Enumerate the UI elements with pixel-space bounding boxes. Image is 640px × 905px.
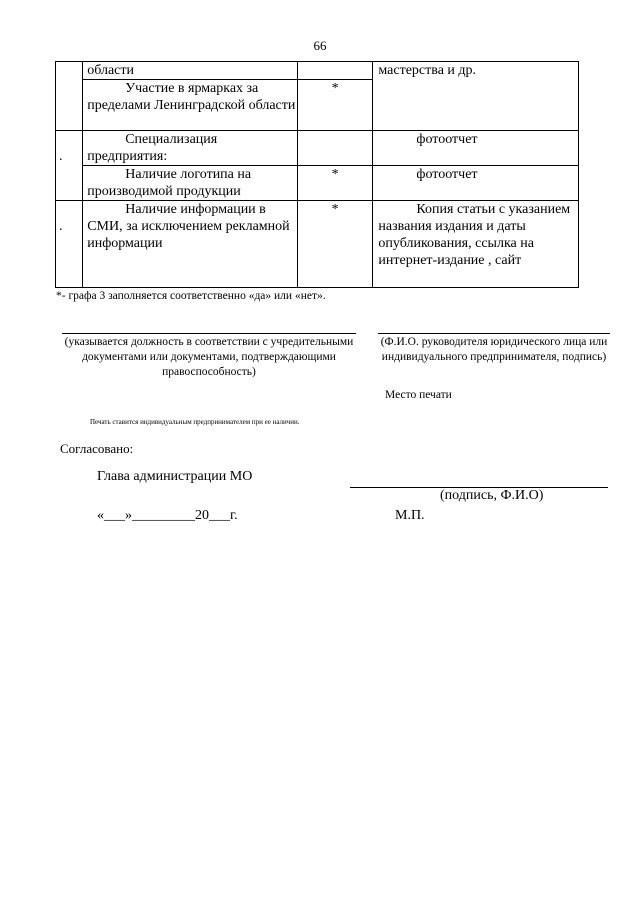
position-signature-line (62, 333, 356, 334)
table-cell-number: . (56, 131, 83, 201)
stamp-note: Печать ставится индивидуальным предпринимателем при ее наличии. (90, 418, 300, 426)
table-cell-number (56, 62, 83, 131)
table-cell-mark (297, 131, 373, 166)
table-cell-mark: * (297, 80, 373, 131)
table-row (56, 62, 579, 80)
footnote: *- графа 3 заполняется соответственно «да» или «нет». (56, 290, 326, 302)
name-signature-line (378, 333, 610, 334)
table-cell-mark: * (297, 166, 373, 201)
approval-date-line: «___»_________20___г. (97, 508, 238, 523)
approval-stamp-mark: М.П. (395, 508, 425, 523)
criteria-table (55, 61, 579, 288)
table-cell-confirmation: мастерства и др. (373, 62, 579, 131)
stamp-place-label: Место печати (385, 389, 452, 401)
table-row (56, 166, 579, 201)
table-cell-criterion: Участие в ярмарках за пределами Ленинградской области (83, 80, 298, 131)
table-cell-number: . (56, 201, 83, 288)
table-cell-mark (297, 62, 373, 80)
table-cell-criterion: области (83, 62, 298, 80)
table-cell-criterion: Наличие информации в СМИ, за исключением рекламной информации (83, 201, 298, 288)
table-cell-confirmation: Копия статьи с указанием названия издания и даты опубликования, ссылка на интернет-издание , сайт (373, 201, 579, 288)
table-cell-criterion: Специализация предприятия: (83, 131, 298, 166)
approval-label: Согласовано: (60, 441, 134, 456)
name-caption: (Ф.И.О. руководителя юридического лица или индивидуального предпринимателя, подпись) (380, 336, 608, 363)
position-caption: (указывается должность в соответствии с учредительными документами или документами, подтверждающими правоспособность) (64, 336, 354, 378)
table-cell-criterion: Наличие логотипа на производимой продукции (83, 166, 298, 201)
table-cell-confirmation: фотоотчет (373, 131, 579, 166)
approval-head-title: Глава администрации МО (97, 469, 253, 484)
approval-sign-caption: (подпись, Ф.И.О) (440, 488, 544, 503)
table-row (56, 131, 579, 166)
table-cell-mark: * (297, 201, 373, 288)
page-number: 66 (313, 38, 327, 53)
table-cell-confirmation: фотоотчет (373, 166, 579, 201)
table-row (56, 201, 579, 288)
